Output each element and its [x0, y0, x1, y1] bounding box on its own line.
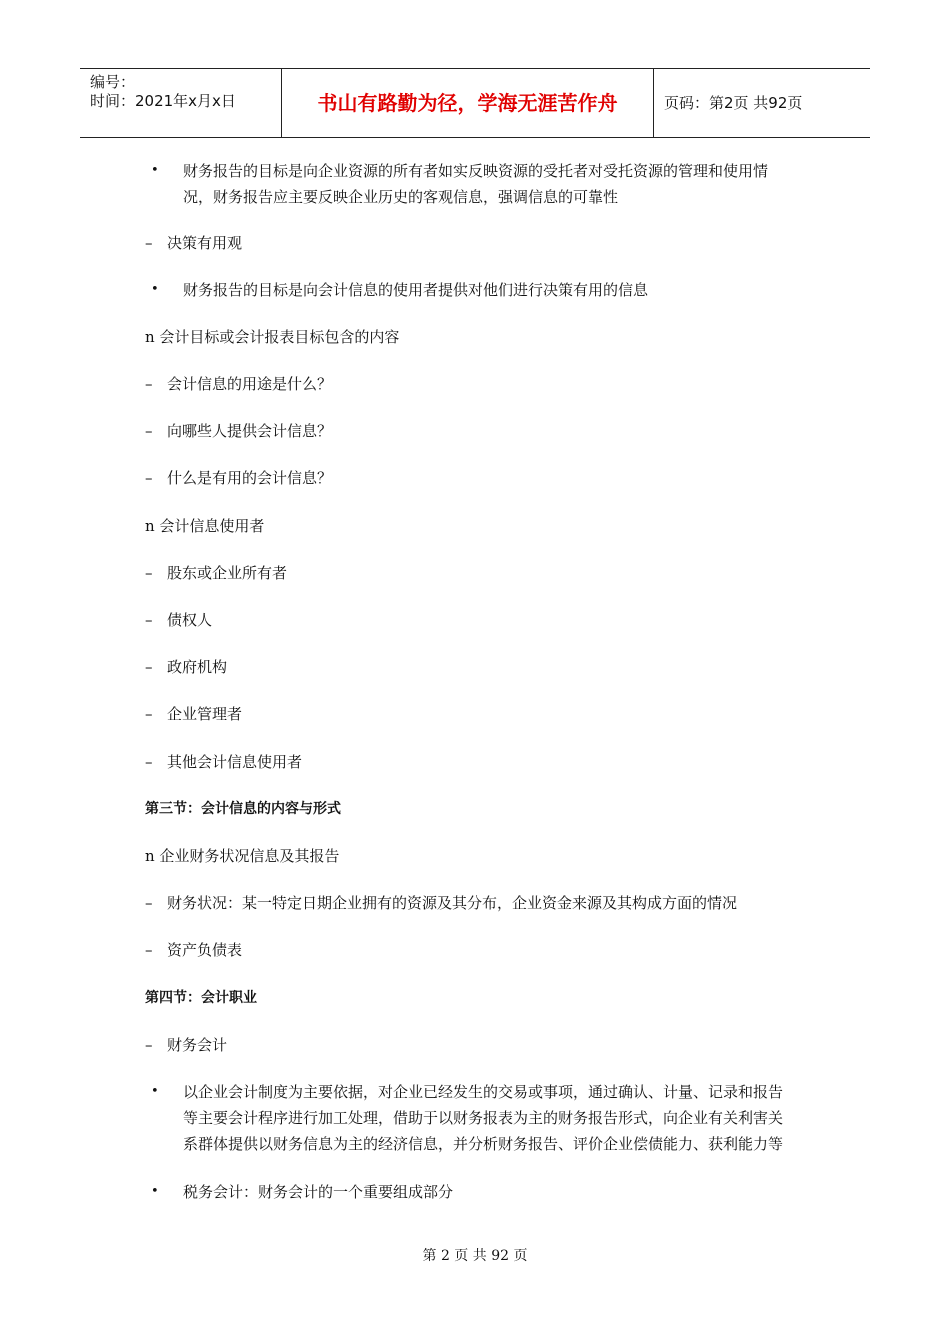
header-meta — [80, 69, 282, 137]
page-footer: 第 2 页 共 92 页 — [422, 1248, 528, 1264]
bullet-icon: • — [151, 282, 159, 297]
dash-icon: – — [145, 1036, 153, 1054]
list-item: – 债权人 — [145, 607, 785, 633]
list-item: – 会计信息的用途是什么？ — [145, 371, 785, 397]
dash-icon: – — [145, 894, 153, 912]
bullet-icon: • — [151, 1184, 159, 1199]
header-motto: 书山有路勤为径，学海无涯苦作舟 — [282, 69, 654, 137]
bullet-icon: • — [151, 1084, 159, 1099]
section-item: n 会计信息使用者 — [145, 517, 265, 535]
list-item: – 其他会计信息使用者 — [145, 749, 785, 775]
list-item: – 股东或企业所有者 — [145, 560, 785, 586]
list-item: • 税务会计：财务会计的一个重要组成部分 — [145, 1179, 785, 1205]
list-item: – 企业管理者 — [145, 701, 785, 727]
section-heading: 第四节：会计职业 — [145, 990, 257, 1006]
date-label: 时间：2021年x月x日 — [90, 92, 236, 110]
dash-icon: – — [145, 611, 153, 629]
list-item: – 决策有用观 — [145, 230, 785, 256]
list-item: – 什么是有用的会计信息？ — [145, 465, 785, 491]
dash-icon: – — [145, 658, 153, 676]
list-item: – 向哪些人提供会计信息？ — [145, 418, 785, 444]
section-heading: 第三节：会计信息的内容与形式 — [145, 801, 341, 817]
list-item: – 资产负债表 — [145, 937, 785, 963]
section-item: n 企业财务状况信息及其报告 — [145, 847, 340, 865]
bullet-icon: • — [151, 163, 159, 178]
dash-icon: – — [145, 469, 153, 487]
dash-icon: – — [145, 234, 153, 252]
dash-icon: – — [145, 753, 153, 771]
list-item: – 财务状况：某一特定日期企业拥有的资源及其分布，企业资金来源及其构成方面的情况 — [145, 890, 785, 916]
number-label: 编号： — [90, 73, 136, 91]
section-item: n 会计目标或会计报表目标包含的内容 — [145, 328, 400, 346]
list-item: • 财务报告的目标是向企业资源的所有者如实反映资源的受托者对受托资源的管理和使用情况，财务报告应主要反映企业历史的客观信息，强调信息的可靠性 — [145, 158, 785, 210]
dash-icon: – — [145, 705, 153, 723]
list-item: • 以企业会计制度为主要依据，对企业已经发生的交易或事项，通过确认、计量、记录和报告等主要会计程序进行加工处理，借助于以财务报表为主的财务报告形式，向企业有关利害关系群体提供以财务信息为主的经济信息，并分析财务报告、评价企业偿债能力、获利能力等 — [145, 1079, 785, 1157]
dash-icon: – — [145, 422, 153, 440]
list-item: – 财务会计 — [145, 1032, 785, 1058]
dash-icon: – — [145, 564, 153, 582]
dash-icon: – — [145, 941, 153, 959]
list-item: • 财务报告的目标是向会计信息的使用者提供对他们进行决策有用的信息 — [145, 277, 785, 303]
header-page-info: 页码：第2页 共92页 — [664, 94, 803, 112]
list-item: – 政府机构 — [145, 654, 785, 680]
page-header — [80, 68, 870, 138]
dash-icon: – — [145, 375, 153, 393]
